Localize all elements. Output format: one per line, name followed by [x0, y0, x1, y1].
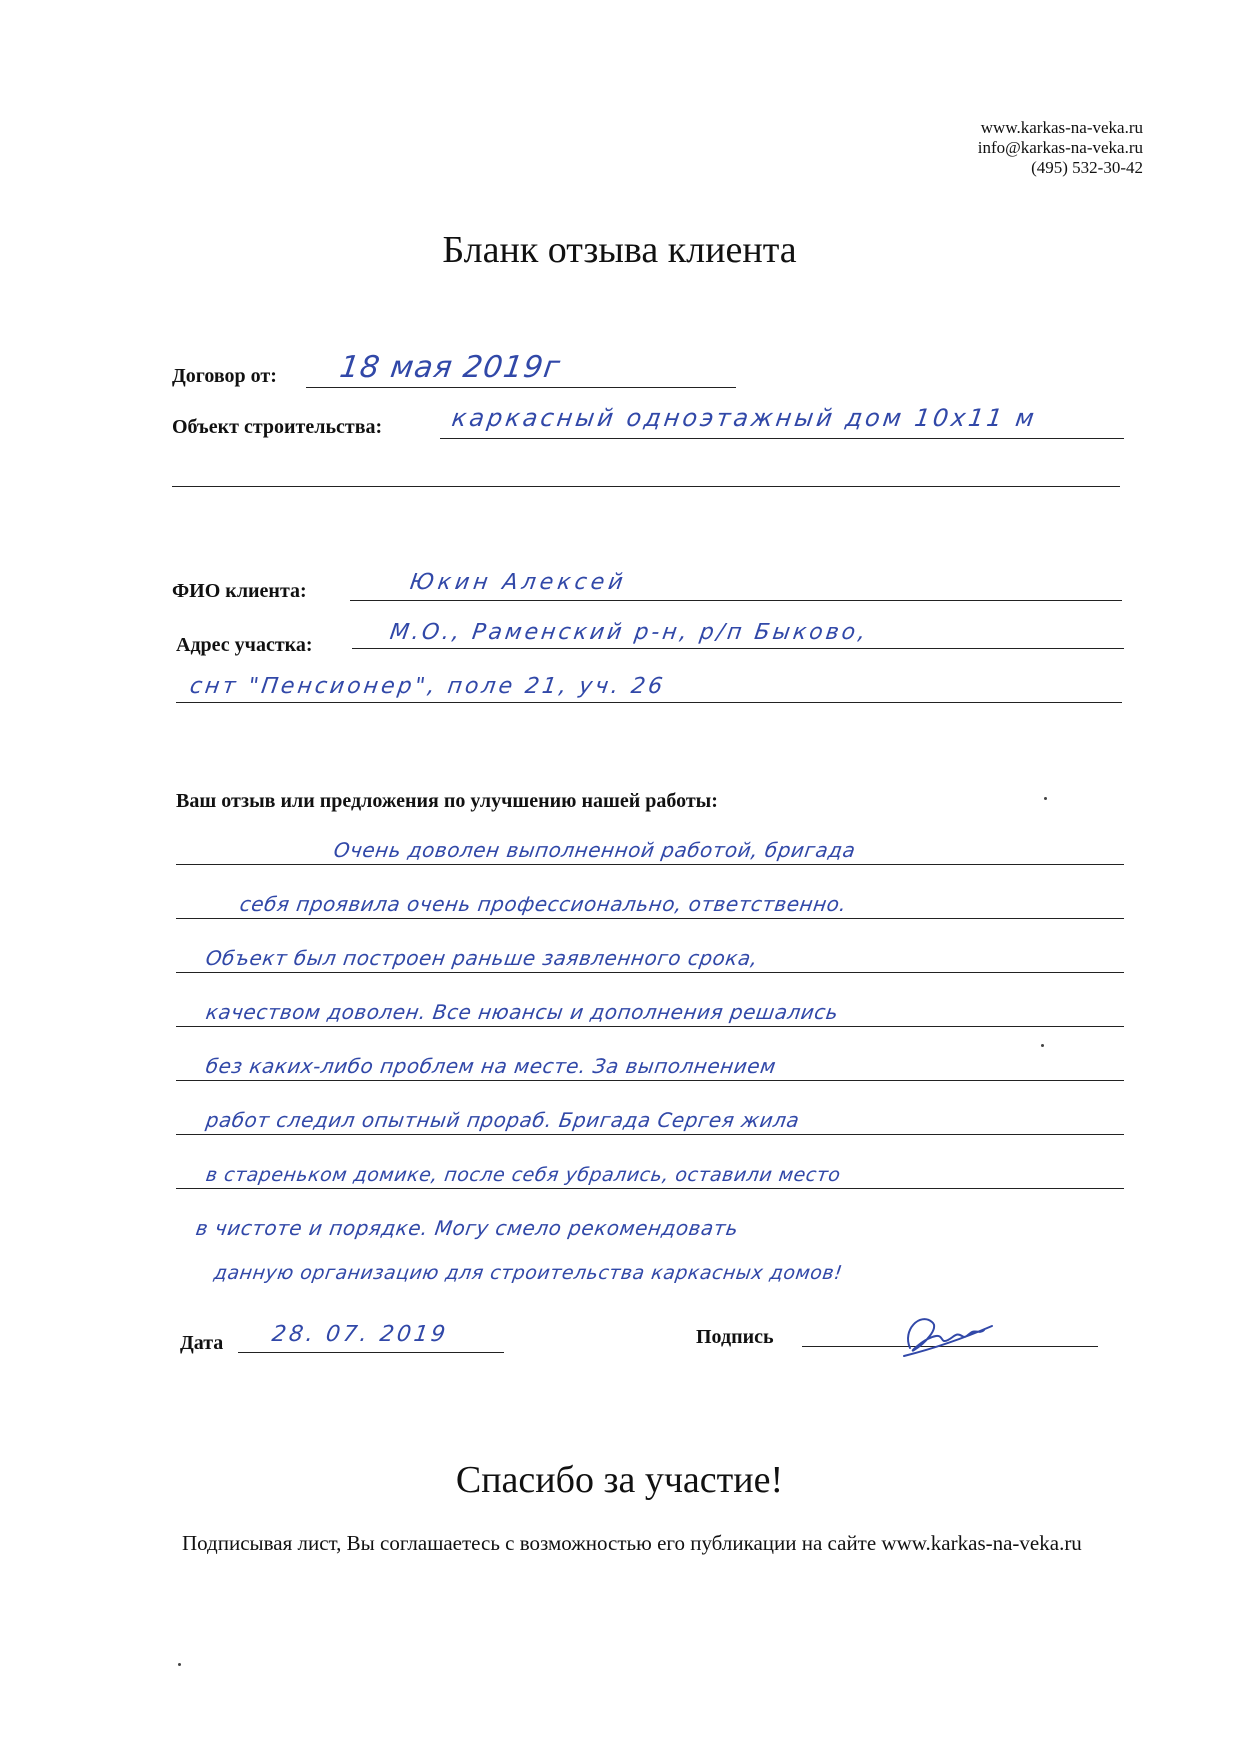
date-label: Дата [180, 1332, 224, 1354]
date-value[interactable]: 28. 07. 2019 [270, 1322, 450, 1347]
feedback-line-4 [176, 1026, 1124, 1027]
object-value[interactable]: каркасный одноэтажный дом 10х11 м [450, 404, 1039, 432]
address-line-1 [352, 648, 1124, 649]
thanks-text: Спасибо за участие! [455, 1459, 784, 1501]
signature-mark [880, 1300, 1020, 1364]
scan-speck [1041, 1044, 1044, 1047]
scan-speck [178, 1663, 181, 1666]
feedback-line-1 [176, 864, 1124, 865]
feedback-line-4-text[interactable]: качеством доволен. Все нюансы и дополнения решались [204, 1000, 840, 1024]
address-line-2 [176, 702, 1122, 703]
feedback-line-3-text[interactable]: Объект был построен раньше заявленного срока, [204, 946, 760, 970]
feedback-line-9-text[interactable]: данную организацию для строительства каркасных домов! [212, 1262, 844, 1284]
feedback-line-6 [176, 1134, 1124, 1135]
scan-speck [1044, 797, 1047, 800]
feedback-line-2-text[interactable]: себя проявила очень профессионально, ответственно. [238, 892, 849, 916]
object-line [440, 438, 1124, 439]
website-text: www.karkas-na-veka.ru [980, 118, 1143, 137]
date-line [238, 1352, 504, 1353]
contract-value[interactable]: 18 мая 2019г [337, 350, 563, 385]
object-label: Объект строительства: [172, 416, 383, 438]
feedback-line-5-text[interactable]: без каких-либо проблем на месте. За выполнением [204, 1054, 778, 1078]
client-label: ФИО клиента: [172, 580, 307, 602]
feedback-line-2 [176, 918, 1124, 919]
email-text: info@karkas-na-veka.ru [977, 138, 1143, 157]
phone-text: (495) 532-30-42 [1031, 158, 1143, 177]
contacts-block [978, 118, 1143, 178]
publication-note: Подписывая лист, Вы соглашаетесь с возможностью его публикации на сайте www.karkas-na-veka.ru [182, 1531, 1082, 1555]
feedback-line-6-text[interactable]: работ следил опытный прораб. Бригада Сергея жила [204, 1108, 802, 1132]
client-value[interactable]: Юкин Алексей [408, 570, 629, 595]
contract-label: Договор от: [172, 365, 277, 387]
form-title: Бланк отзыва клиента [442, 229, 797, 271]
feedback-line-3 [176, 972, 1124, 973]
address-value-1[interactable]: М.О., Раменский р-н, р/п Быково, [388, 620, 870, 645]
feedback-line-5 [176, 1080, 1124, 1081]
address-label: Адрес участка: [176, 634, 313, 656]
feedback-label: Ваш отзыв или предложения по улучшению нашей работы: [176, 790, 718, 812]
contract-line [306, 387, 736, 388]
feedback-line-7-text[interactable]: в стареньком домике, после себя убрались, оставили место [204, 1164, 843, 1186]
client-line [350, 600, 1122, 601]
object-line-2 [172, 486, 1120, 487]
feedback-line-1-text[interactable]: Очень доволен выполненной работой, бригада [332, 838, 858, 862]
signature-label: Подпись [696, 1326, 774, 1348]
address-value-2[interactable]: снт "Пенсионер", поле 21, уч. 26 [188, 674, 667, 699]
feedback-line-7 [176, 1188, 1124, 1189]
feedback-line-8-text[interactable]: в чистоте и порядке. Могу смело рекомендовать [194, 1216, 740, 1240]
